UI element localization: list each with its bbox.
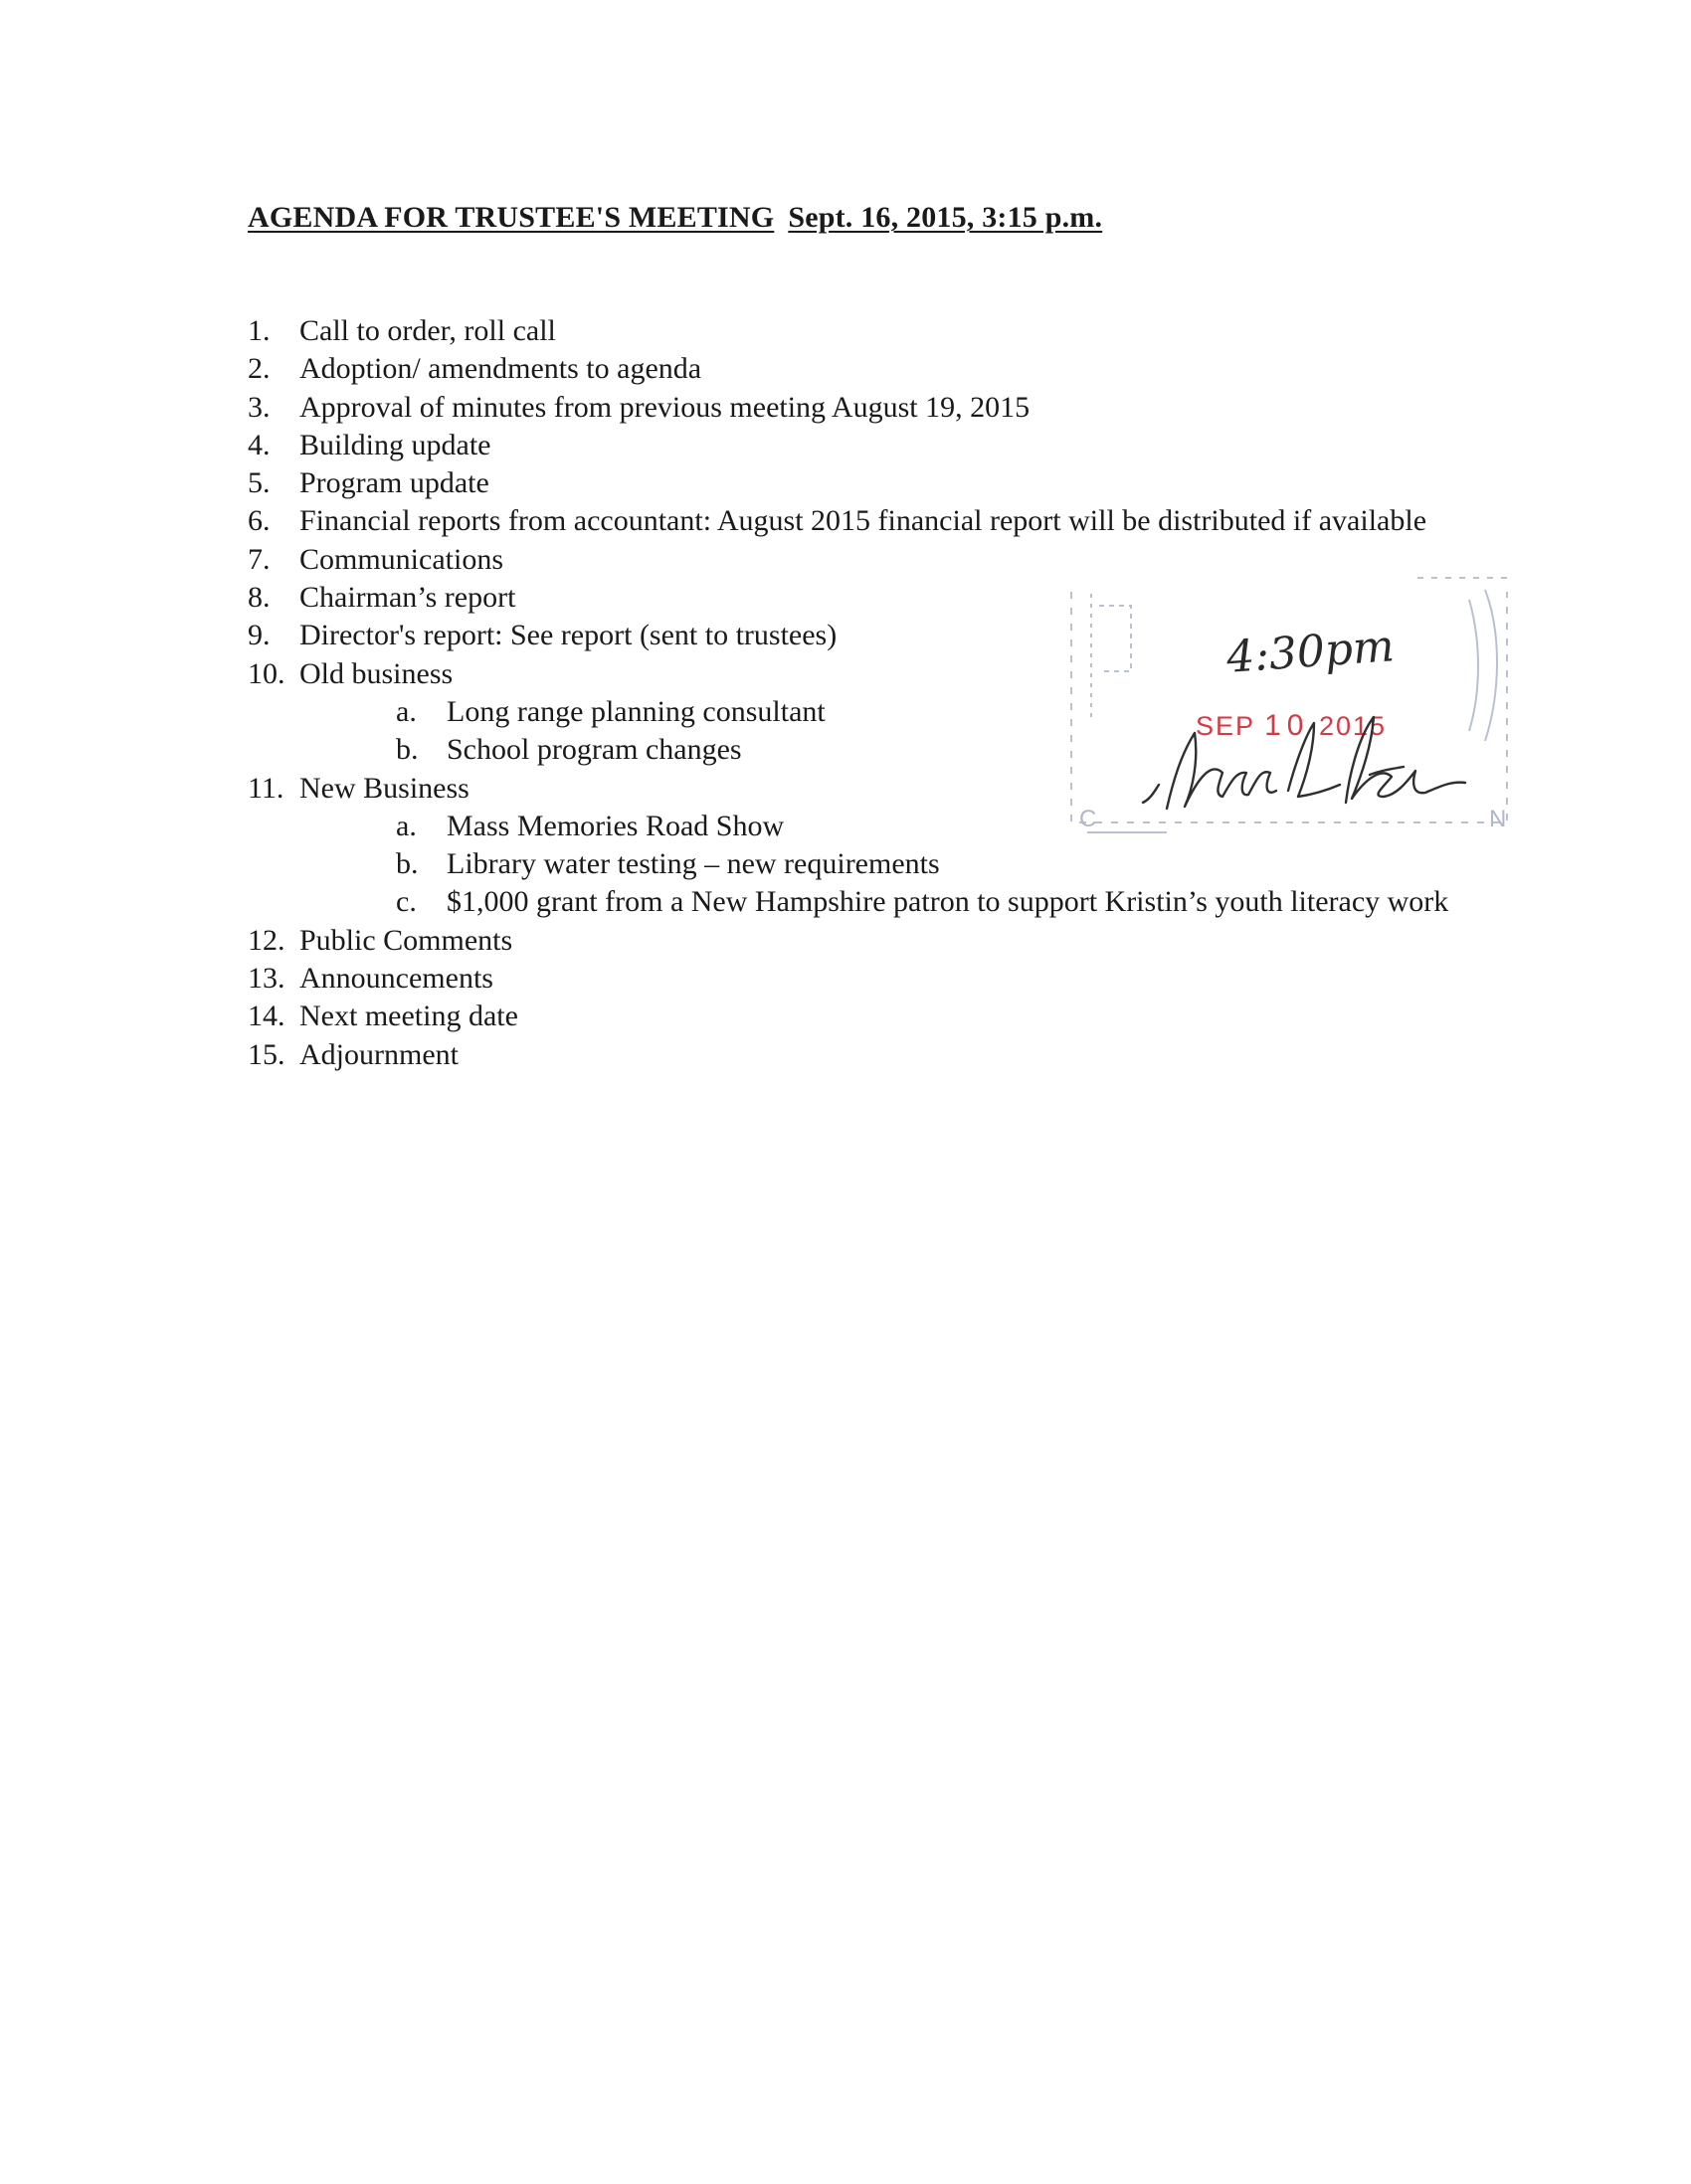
agenda-item (248, 502, 1483, 540)
item-text: Director's report: See report (sent to trustees) (299, 619, 838, 652)
item-text: Financial reports from accountant: August 2015 financial report will be distributed if available (299, 504, 1427, 538)
agenda-title-text: AGENDA FOR TRUSTEE'S MEETING (248, 201, 775, 234)
item-text: Approval of minutes from previous meeting August 19, 2015 (299, 390, 1031, 424)
item-text: New Business (299, 771, 470, 805)
item-text: Communications (299, 542, 503, 576)
agenda-item (248, 1036, 1591, 1074)
item-number: 7. (248, 542, 271, 576)
item-text: Adoption/ amendments to agenda (299, 352, 702, 386)
agenda-item (248, 389, 1591, 427)
handwritten-signature-icon (1137, 711, 1475, 820)
item-text: Old business (299, 656, 454, 690)
item-number: 15. (248, 1037, 285, 1071)
agenda-item (248, 998, 1591, 1035)
subitem-text: Mass Memories Road Show (447, 809, 785, 842)
item-text: Next meeting date (299, 1000, 518, 1033)
subitem-text: School program changes (447, 733, 742, 767)
item-text: Public Comments (299, 923, 513, 957)
item-text: Adjournment (299, 1037, 459, 1071)
agenda-subitem (248, 883, 1591, 921)
subitem-text: Library water testing – new requirements (447, 847, 940, 881)
subitem-letter: b. (396, 733, 419, 767)
item-text: Chairman’s report (299, 581, 516, 615)
item-text: Call to order, roll call (299, 314, 556, 347)
item-number: 14. (248, 1000, 285, 1033)
agenda-item (248, 350, 1591, 388)
item-text: Announcements (299, 962, 493, 996)
subitem-letter: a. (396, 809, 417, 842)
item-number: 1. (248, 314, 271, 347)
agenda-item (248, 464, 1591, 502)
item-number: 12. (248, 923, 285, 957)
subitem-letter: b. (396, 847, 419, 881)
agenda-item (248, 427, 1591, 464)
item-number: 13. (248, 962, 285, 996)
stamp-footer-right: N (1489, 806, 1507, 832)
agenda-meeting-datetime: Sept. 16, 2015, 3:15 p.m. (788, 201, 1103, 234)
stamp-day: 10 (1264, 709, 1310, 742)
subitem-letter: c. (396, 885, 417, 919)
item-number: 6. (248, 504, 271, 538)
item-number: 4. (248, 428, 271, 461)
subitem-letter: a. (396, 694, 417, 728)
stamp-footer-left: C (1079, 806, 1097, 832)
item-number: 8. (248, 581, 271, 615)
item-number: 9. (248, 619, 271, 652)
item-number: 2. (248, 352, 271, 386)
item-number: 3. (248, 390, 271, 424)
stamp-year: 2015 (1318, 711, 1388, 741)
agenda-title (248, 201, 1102, 235)
item-number: 11. (248, 771, 284, 805)
item-number: 5. (248, 466, 271, 500)
item-number: 10. (248, 656, 285, 690)
item-text: Program update (299, 466, 489, 500)
item-text: Building update (299, 428, 491, 461)
agenda-item (248, 312, 1591, 350)
stamp-handwritten-time: 4:30pm (1224, 621, 1397, 683)
agenda-item (248, 960, 1591, 998)
agenda-item (248, 922, 1591, 960)
subitem-text: $1,000 grant from a New Hampshire patron to support Kristin’s youth literacy work (447, 885, 1449, 919)
received-stamp (1069, 572, 1517, 855)
stamp-month: SEP (1196, 711, 1255, 741)
subitem-text: Long range planning consultant (447, 694, 826, 728)
